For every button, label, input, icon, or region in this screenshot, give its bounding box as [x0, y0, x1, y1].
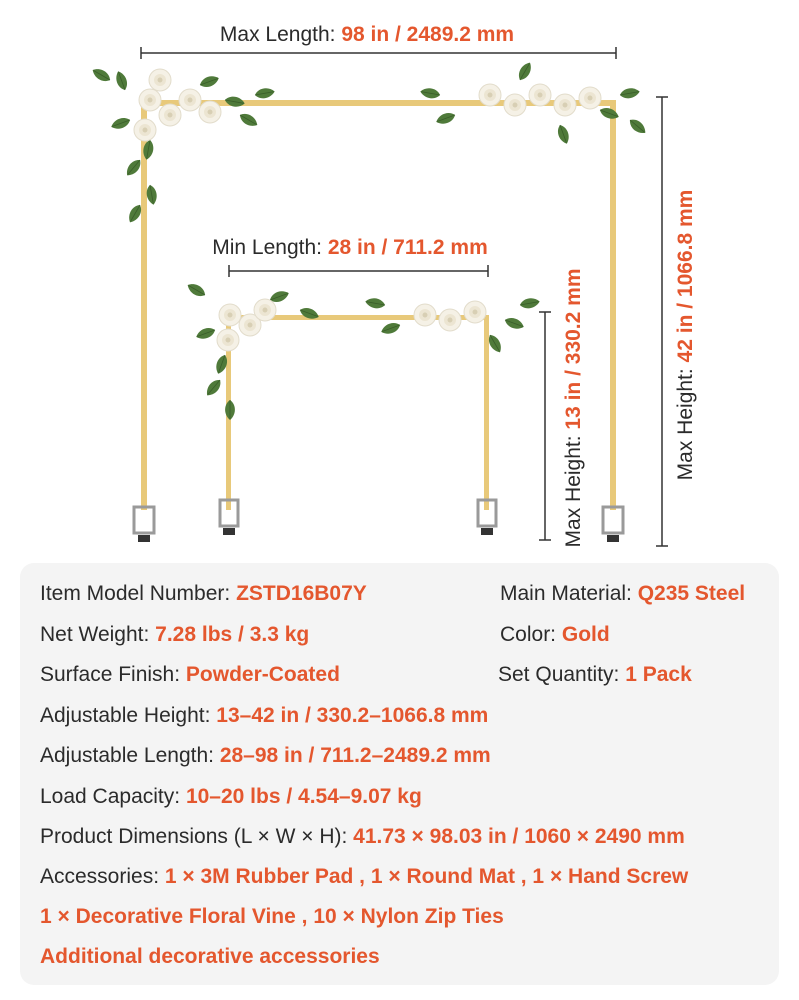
- spec-color-value: Gold: [561, 623, 610, 646]
- spec-adjustable-length-label: Adjustable Length:: [40, 744, 220, 767]
- spec-accessories-value: 1 × 3M Rubber Pad , 1 × Round Mat , 1 × Hand Screw: [164, 865, 689, 888]
- spec-adjustable-height-value: 13–42 in / 330.2–1066.8 mm: [216, 704, 489, 727]
- spec-material-label: Main Material:: [500, 582, 638, 605]
- max-length-label: Max Length:: [219, 23, 342, 46]
- spec-weight: [40, 624, 309, 645]
- spec-adjustable-length: [40, 745, 491, 766]
- spec-adjustable-height: [40, 705, 488, 726]
- spec-product-dimensions: [40, 826, 685, 847]
- spec-load-capacity-value: 10–20 lbs / 4.54–9.07 kg: [185, 785, 422, 808]
- large-height-dimension: [656, 97, 697, 546]
- spec-material-value: Q235 Steel: [637, 582, 746, 605]
- spec-color: [500, 624, 610, 645]
- spec-adjustable-height-label: Adjustable Height:: [40, 704, 217, 727]
- spec-load-capacity-label: Load Capacity:: [40, 785, 186, 808]
- max-length-dimension: [141, 23, 616, 59]
- spec-finish: [40, 664, 340, 685]
- large-height-label: Max Height:: [674, 362, 697, 481]
- min-length-value: 28 in / 711.2 mm: [327, 236, 488, 259]
- specifications-panel: [20, 563, 779, 985]
- spec-accessories-label: Accessories:: [40, 865, 165, 888]
- spec-finish-label: Surface Finish:: [40, 663, 186, 686]
- small-height-text: [562, 269, 585, 548]
- spec-weight-value: 7.28 lbs / 3.3 kg: [155, 623, 310, 646]
- small-height-dimension: [539, 269, 585, 548]
- spec-product-dimensions-label: Product Dimensions (L × W × H):: [40, 825, 354, 848]
- spec-quantity-value: 1 Pack: [625, 663, 692, 686]
- spec-material: [500, 583, 745, 604]
- max-length-value: 98 in / 2489.2 mm: [341, 23, 515, 46]
- spec-finish-value: Powder-Coated: [185, 663, 340, 686]
- min-length-text: [212, 236, 488, 259]
- spec-model: [40, 583, 367, 604]
- spec-accessories-line3: Additional decorative accessories: [40, 945, 380, 968]
- min-length-label: Min Length:: [212, 236, 328, 259]
- spec-adjustable-length-value: 28–98 in / 711.2–2489.2 mm: [219, 744, 491, 767]
- small-height-label: Max Height:: [562, 429, 585, 548]
- small-stand-frame: [220, 315, 496, 535]
- spec-load-capacity: [40, 786, 422, 807]
- small-height-value: 13 in / 330.2 mm: [562, 268, 585, 430]
- spec-accessories: [40, 866, 688, 887]
- large-height-value: 42 in / 1066.8 mm: [674, 189, 697, 363]
- min-length-dimension: [212, 236, 488, 277]
- spec-product-dimensions-value: 41.73 × 98.03 in / 1060 × 2490 mm: [353, 825, 685, 848]
- spec-model-label: Item Model Number:: [40, 582, 237, 605]
- spec-weight-label: Net Weight:: [40, 623, 156, 646]
- spec-quantity: [498, 664, 692, 685]
- spec-accessories-line2: 1 × Decorative Floral Vine , 10 × Nylon Zip Ties: [40, 905, 504, 928]
- large-stand-frame: [134, 100, 623, 542]
- spec-quantity-label: Set Quantity:: [498, 663, 626, 686]
- large-height-text: [674, 190, 697, 481]
- spec-color-label: Color:: [500, 623, 562, 646]
- max-length-text: [220, 23, 514, 46]
- spec-model-value: ZSTD16B07Y: [236, 582, 367, 605]
